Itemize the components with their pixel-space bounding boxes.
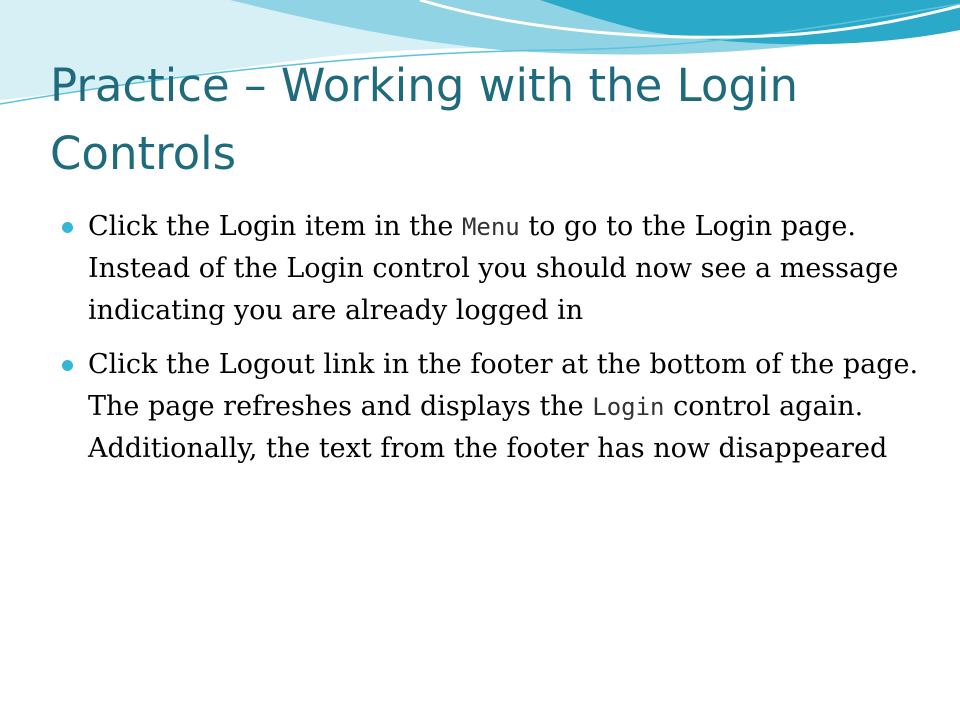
code-term-menu: Menu (461, 213, 520, 241)
bullet-text: control again. Additionally, the text from the footer has now disappeared (88, 391, 888, 464)
bullet-marker (62, 360, 73, 371)
slide-title: Practice – Working with the Login Controls (50, 59, 799, 180)
code-term-login: Login (592, 393, 665, 421)
bullet-item (60, 206, 920, 332)
bullet-text: Click the Logout link in the footer at the bottom of the page. The page refreshes and displays the (88, 349, 919, 422)
bullet-marker (62, 222, 73, 233)
bullet-item (60, 344, 920, 470)
bullet-text: Click the Login item in the (88, 211, 462, 242)
bullet-list (60, 206, 920, 482)
bullet-text: to go to the Login page. Instead of the Login control you should now see a message indicating you are already logged in (88, 211, 899, 326)
